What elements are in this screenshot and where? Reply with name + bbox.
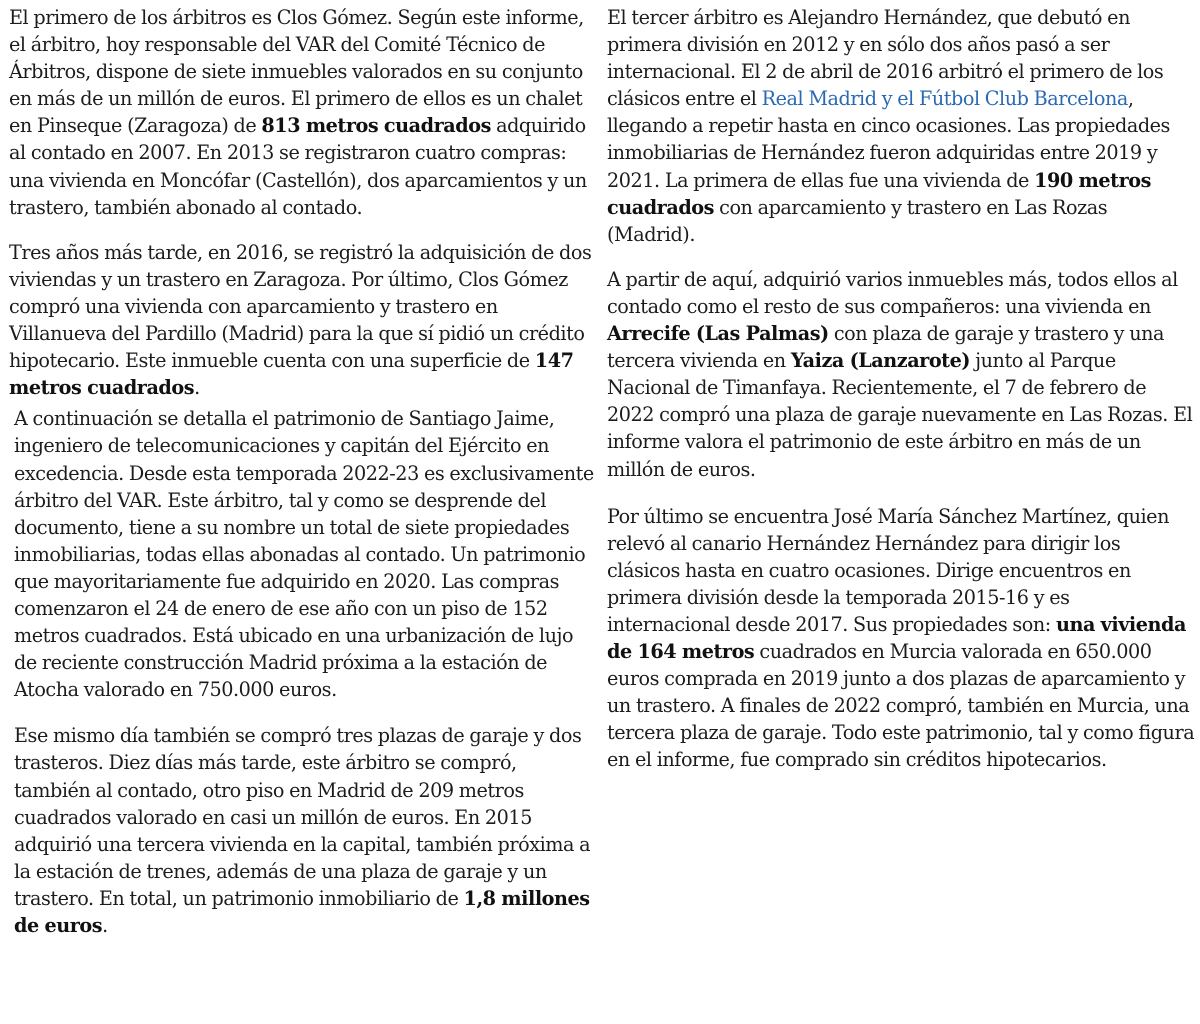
- text: El primero de los árbitros es Clos Gómez. Según este informe, el árbitro, hoy responsable del VAR del Comité Técnico de Árbitros, dispone de siete inmuebles valorados en su conjunto en más de un millón de euros. El primero de ellos es un chalet en Pinseque (Zaragoza) de: [9, 6, 584, 138]
- text: A partir de aquí, adquirió varios inmuebles más, todos ellos al contado como el resto de sus compañeros: una vivienda en: [607, 267, 1178, 318]
- paragraph-alejandro-hernandez: [607, 4, 1195, 248]
- paragraph-sanchez-martinez: [607, 503, 1195, 774]
- text: .: [102, 914, 108, 937]
- text: , llegando a repetir hasta en cinco ocasiones. Las propiedades inmobiliarias de Hernández fueron adquiridas entre 2019 y 2021. La primera de ellas fue una vivienda de: [607, 87, 1170, 192]
- text: con aparcamiento y trastero en Las Rozas (Madrid).: [607, 195, 1108, 246]
- text: Ese mismo día también se compró tres plazas de garaje y dos trasteros. Diez días más tarde, este árbitro se compró, también al contado, otro piso en Madrid de 209 metros cuadrados valorado en casi un millón de euros. En 2015 adquirió una tercera vivienda en la capital, también próxima a la estación de trenes, además de una plaza de garaje y un trastero. En total, un patrimonio inmobiliario de: [14, 724, 591, 910]
- left-column: [9, 4, 595, 939]
- text: El tercer árbitro es Alejandro Hernández, que debutó en primera división en 2012 y en sólo dos años pasó a ser internacional. El 2 de abril de 2016 arbitró el primero de los clásicos entre el: [607, 6, 1164, 111]
- text: adquirido al contado en 2007. En 2013 se registraron cuatro compras: una vivienda en Moncófar (Castellón), dos aparcamientos y un trastero, también abonado al contado.: [9, 114, 587, 219]
- text: .: [194, 376, 200, 400]
- bold-arrecife: Arrecife (Las Palmas): [607, 322, 829, 346]
- bold-190-metros: 190 metros cuadrados: [607, 168, 1151, 219]
- right-column: [607, 4, 1195, 774]
- paragraph-santiago-jaime-2: [14, 722, 595, 939]
- paragraph-hernandez-canarias: [607, 266, 1195, 483]
- paragraph-clos-gomez-2016: [9, 239, 595, 402]
- bold-yaiza: Yaiza (Lanzarote): [790, 349, 970, 373]
- paragraph-santiago-jaime: [14, 405, 595, 703]
- paragraph-clos-gomez: [9, 4, 595, 221]
- bold-1-8-millones: 1,8 millones de euros: [14, 886, 590, 937]
- text: junto al Parque Nacional de Timanfaya. Recientemente, el 7 de febrero de 2022 compró una plaza de garaje nuevamente en Las Rozas. El informe valora el patrimonio de este árbitro en más de un millón de euros.: [607, 349, 1193, 481]
- text: cuadrados en Murcia valorada en 650.000 euros comprada en 2019 junto a dos plazas de aparcamiento y un trastero. A finales de 2022 compró, también en Murcia, una tercera plaza de garaje. Todo este patrimonio, tal y como figura en el informe, fue comprado sin créditos hipotecarios.: [607, 640, 1195, 772]
- text: A continuación se detalla el patrimonio de Santiago Jaime, ingeniero de telecomunicaciones y capitán del Ejército en excedencia. Desde esta temporada 2022-23 es exclusivamente árbitro del VAR. Este árbitro, tal y como se desprende del documento, tiene a su nombre un total de siete propiedades inmobiliarias, todas ellas abonadas al contado. Un patrimonio que mayoritariamente fue adquirido en 2020. Las compras comenzaron el 24 de enero de ese año con un piso de 152 metros cuadrados. Está ubicado en una urbanización de lujo de reciente construcción Madrid próxima a la estación de Atocha valorado en 750.000 euros.: [14, 407, 594, 702]
- text: con plaza de garaje y trastero y una tercera vivienda en: [607, 322, 1164, 373]
- bold-vivienda-164-metros: una vivienda de 164 metros: [607, 612, 1186, 664]
- text: Por último se encuentra José María Sánchez Martínez, quien relevó al canario Hernández Hernández para dirigir los clásicos hasta en cuatro ocasiones. Dirige encuentros en primera división desde la temporada 2015-16 y es internacional desde 2017. Sus propiedades son:: [607, 504, 1169, 636]
- link-real-madrid-barcelona[interactable]: Real Madrid y el Fútbol Club Barcelona: [761, 87, 1128, 111]
- text: Tres años más tarde, en 2016, se registró la adquisición de dos viviendas y un trastero en Zaragoza. Por último, Clos Gómez compró una vivienda con aparcamiento y trastero en Villanueva del Pardillo (Madrid) para la que sí pidió un crédito hipotecario. Este inmueble cuenta con una superficie de: [9, 240, 592, 373]
- bold-147-metros: 147 metros cuadrados: [9, 349, 574, 400]
- bold-813-metros: 813 metros cuadrados: [261, 114, 491, 138]
